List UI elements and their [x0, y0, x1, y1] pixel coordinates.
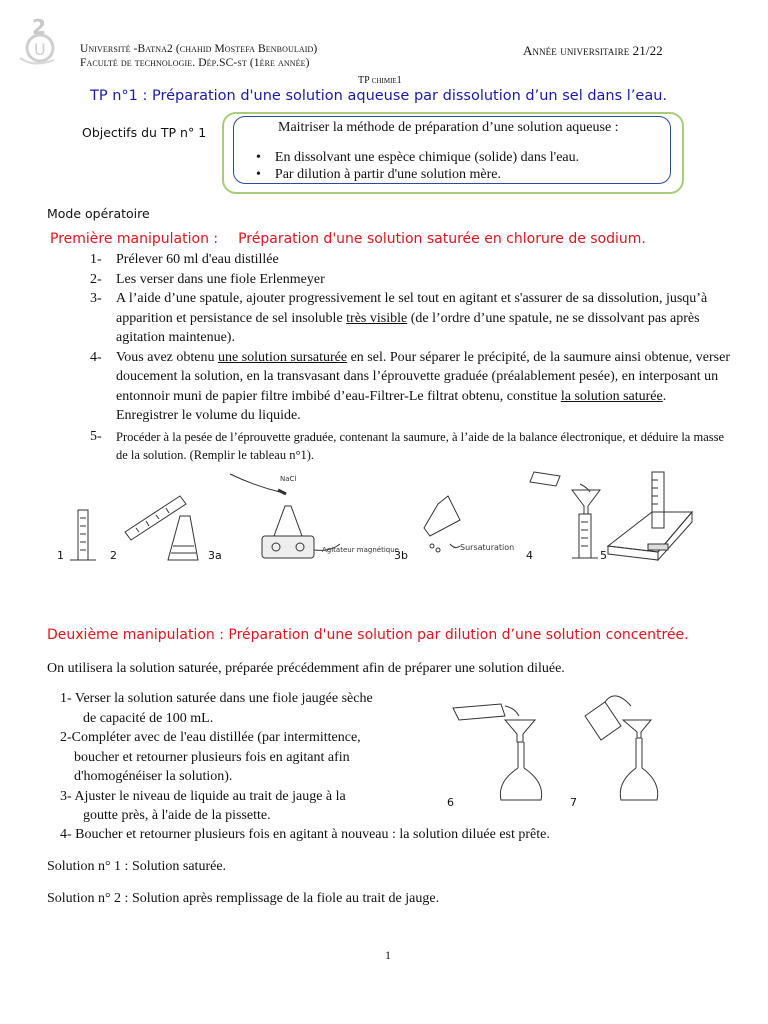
page-title: TP n°1 : Préparation d'une solution aqueuse par dissolution d’un sel dans l’eau. — [90, 88, 668, 104]
objective-item-1: • En dissolvant une espèce chimique (solide) dans l'eau. — [256, 150, 580, 165]
manip2-step-3b: goutte près, à l'aide de la pissette. — [83, 808, 271, 823]
manip2-intro: On utilisera la solution saturée, préparée précédemment afin de préparer une solution diluée. — [47, 661, 565, 676]
fig-label-3b: 3b — [394, 549, 408, 562]
step-1: 1- Prélever 60 ml d'eau distillée — [90, 252, 279, 267]
manip1-title: Préparation d'une solution saturée en chlorure de sodium. — [238, 231, 646, 247]
step-3: 3- A l’aide d’une spatule, ajouter progressivement le sel tout en agitant et s'assurer de sa dissolution, jusqu’à apparition et persistance de sel insoluble très visible (de l’ordre d’une spatule, ne se dissolvant pas après agitation maintenue). — [90, 291, 708, 345]
graduated-cylinder-icon — [70, 510, 96, 560]
manip2-step-2b: boucher et retourner plusieurs fois en agitant afin — [74, 749, 350, 765]
volumetric-flask-pouring-icon — [453, 704, 542, 800]
header-university: Université -Batna2 (chahid Mostefa Benboulaid) — [80, 43, 318, 55]
manip1-steps — [90, 250, 730, 464]
volumetric-flask-wash-bottle-icon — [585, 696, 658, 800]
manip1-label: Première manipulation : Préparation d'une solution saturée en chlorure de sodium. — [50, 231, 646, 247]
manip2-step-2c: d'homogénéiser la solution). — [74, 769, 233, 784]
fig-label-4: 4 — [526, 549, 533, 562]
manip2-label: Deuxième manipulation — [47, 627, 215, 643]
course-label: TP chimie1 — [358, 75, 402, 86]
step-5: 5- Procéder à la pesée de l’éprouvette graduée, contenant la saumure, à l’aide de la balance électronique, et déduire la masse de la solution. (Remplir le tableau n°1). — [90, 428, 725, 462]
manip2-step-1b: de capacité de 100 mL. — [83, 710, 214, 726]
university-logo — [14, 14, 62, 72]
bullet-icon: • — [256, 150, 275, 165]
manip2-step-3: 3- Ajuster le niveau de liquide au trait de jauge à la — [60, 788, 346, 804]
manip2-title: : Préparation d'une solution par dilution d’une solution concentrée. — [214, 627, 689, 643]
fig-label-3a: 3a — [208, 549, 222, 562]
svg-text:2: 2 — [32, 15, 46, 39]
fig-label-1: 1 — [57, 549, 64, 562]
step-4: 4- Vous avez obtenu une solution sursaturée en sel. Pour séparer le précipité, de la saumure ainsi obtenue, verser doucement la solution, en la transvasant dans l’éprouvette graduée (préalablement pesée), en interposant un entonnoir muni de papier filtre imbibé d’eau-Filtrer-Le filtrat obtenu, constitue la solution saturée. Enregistrer le volume du liquide. — [90, 349, 731, 423]
fig-label-7: 7 — [570, 796, 577, 809]
fig-label-2: 2 — [110, 549, 117, 562]
bullet-icon: • — [256, 167, 275, 182]
manip2-figure — [445, 682, 675, 812]
filtration-setup-icon — [530, 472, 600, 558]
page-number: 1 — [385, 948, 391, 962]
electronic-balance-icon — [608, 472, 692, 560]
objectives-intro: Maitriser la méthode de préparation d’une solution aqueuse : — [278, 120, 619, 135]
fig-label-5: 5 — [600, 549, 607, 562]
manip2-heading — [47, 627, 689, 643]
manip2-steps — [60, 689, 420, 826]
objective-item-2: • Par dilution à partir d'une solution mère. — [256, 167, 501, 182]
nacl-label: NaCl — [280, 475, 297, 483]
step-2: 2- Les verser dans une fiole Erlenmeyer — [90, 271, 325, 287]
mode-label: Mode opératoire — [47, 206, 150, 221]
manip2-step-2: 2-Compléter avec de l'eau distillée (par intermittence, — [60, 730, 361, 745]
manip2-step-1: 1- Verser la solution saturée dans une fiole jaugée sèche — [60, 691, 373, 706]
pouring-cylinder-icon — [125, 496, 198, 560]
agitateur-label: Agitateur magnétique — [322, 546, 399, 554]
objectives-label: Objectifs du TP n° 1 — [82, 125, 207, 140]
manip1-figure — [40, 466, 740, 566]
fig-label-6: 6 — [447, 796, 454, 809]
sursaturation-label: Sursaturation — [460, 543, 515, 552]
supersaturation-flask-icon — [424, 496, 460, 552]
header-year: Année universitaire 21/22 — [523, 43, 663, 58]
solution-1: Solution n° 1 : Solution saturée. — [47, 859, 227, 874]
header-faculty: Faculté de technologie. Dép.SC-st (1ère année) — [80, 57, 310, 69]
svg-text:U: U — [34, 40, 46, 59]
manip2-step-4: 4- Boucher et retourner plusieurs fois en agitant à nouveau : la solution diluée est prête. — [60, 827, 550, 842]
solution-2: Solution n° 2 : Solution après remplissage de la fiole au trait de jauge. — [47, 891, 440, 906]
